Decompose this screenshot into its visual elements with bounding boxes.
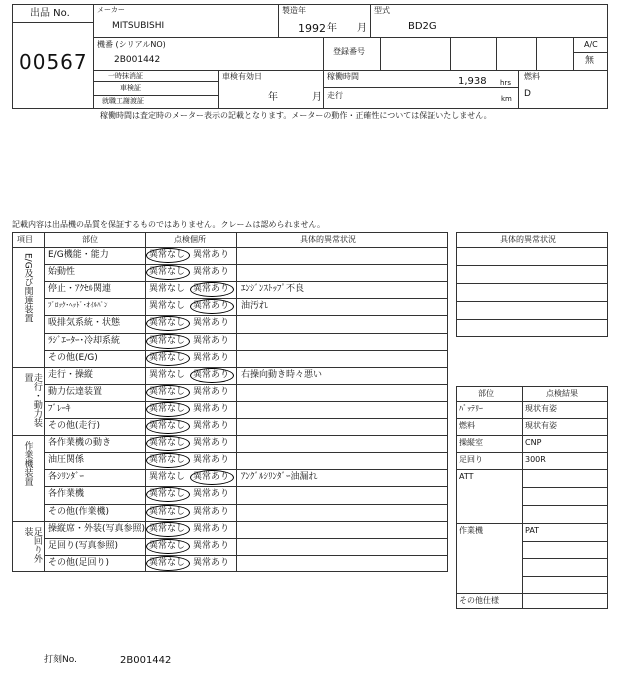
results-part: その他仕様 <box>459 596 499 605</box>
selected-oval-mark <box>146 385 190 400</box>
model-label: 型式 <box>374 6 390 15</box>
inspection-month-unit: 月 <box>312 92 322 103</box>
results-part: 作業機 <box>459 526 483 535</box>
table-rule <box>522 487 608 488</box>
results-value: PAT <box>525 526 540 535</box>
selected-oval-mark <box>146 522 190 537</box>
results-row <box>456 469 608 523</box>
row-part: E/G機能・能力 <box>48 250 109 260</box>
option-abnormal: 異常あり <box>193 403 230 414</box>
option-abnormal: 異常あり <box>193 438 230 449</box>
fuel-label: 燃料 <box>524 72 540 81</box>
ac-value: 無 <box>585 56 595 66</box>
month-unit: 月 <box>357 23 367 34</box>
row-part: ﾌﾞﾛｯｸ･ﾍｯﾄﾞ･ｵｲﾙﾊﾟﾝ <box>48 301 108 310</box>
selected-oval-mark <box>146 351 190 366</box>
row-part: 足回り(写真参照) <box>48 540 119 551</box>
table-row <box>44 401 448 418</box>
option-normal: 異常なし <box>149 557 186 568</box>
table-row <box>44 486 448 503</box>
table-rule <box>522 576 608 577</box>
option-normal: 異常なし <box>149 267 186 278</box>
option-normal: 異常なし <box>149 540 186 551</box>
option-abnormal: 異常あり <box>193 335 230 346</box>
row-part: その他(走行) <box>48 421 101 431</box>
option-abnormal: 異常あり <box>193 352 230 363</box>
option-abnormal: 異常あり <box>193 250 230 260</box>
permit-inspection: 車検証 <box>120 84 141 92</box>
row-part: 停止・ｱｸｾﾙ関連 <box>48 284 112 295</box>
row-part: 動力伝達装置 <box>48 386 103 397</box>
results-part: ATT <box>459 472 474 481</box>
option-abnormal: 異常あり <box>193 557 230 568</box>
row-part: 吸排気系統・状態 <box>48 318 121 329</box>
option-normal: 異常なし <box>149 318 186 329</box>
row-part: その他(E/G) <box>48 352 98 363</box>
fuel-value: D <box>524 89 531 99</box>
option-abnormal: 異常あり <box>193 284 230 295</box>
hours-disclaimer: 稼働時間は査定時のメーター表示の記載となります。メーターの動作・正確性については保証いたしません。 <box>100 111 492 120</box>
row-part: 油圧関係 <box>48 455 85 466</box>
hours-unit: hrs <box>500 79 511 87</box>
results-part: 足回り <box>459 455 483 464</box>
option-normal: 異常なし <box>149 284 186 295</box>
model-value: BD2G <box>408 21 437 32</box>
ac-label: A/C <box>584 40 598 49</box>
option-normal: 異常なし <box>149 438 186 449</box>
permit-transfer: 就職工謝渡証 <box>102 97 144 105</box>
table-rule <box>456 301 608 302</box>
selected-oval-mark <box>146 419 190 434</box>
option-abnormal: 異常あり <box>193 318 230 329</box>
header-part: 部位 <box>82 235 98 244</box>
selected-oval-mark <box>146 556 190 571</box>
table-row <box>44 264 448 281</box>
option-normal: 異常なし <box>149 301 186 312</box>
option-abnormal: 異常あり <box>193 489 230 500</box>
header-check: 点検個所 <box>174 235 206 244</box>
hours-label: 稼働時間 <box>327 72 359 81</box>
option-normal: 異常なし <box>149 472 186 483</box>
row-part: その他(足回り) <box>48 557 110 568</box>
row-part: ﾌﾞﾚｰｷ <box>48 403 71 414</box>
option-normal: 異常なし <box>149 250 186 260</box>
table-row <box>44 384 448 401</box>
lot-number: 00567 <box>19 50 88 74</box>
table-row <box>44 350 448 367</box>
option-abnormal: 異常あり <box>193 267 230 278</box>
year-label: 製造年 <box>282 6 306 15</box>
selected-oval-mark <box>146 505 190 520</box>
table-rule <box>522 558 608 559</box>
row-part: その他(作業機) <box>48 506 110 517</box>
results-part: 操縦室 <box>459 438 483 447</box>
group-label: E/G及び関連装置 <box>22 253 33 323</box>
table-rule <box>456 283 608 284</box>
option-normal: 異常なし <box>149 421 186 431</box>
results-value: 300R <box>525 455 546 464</box>
row-part: 各ｼﾘﾝﾀﾞｰ <box>48 472 85 483</box>
results-header-result: 点検結果 <box>546 389 578 398</box>
option-abnormal: 異常あり <box>193 472 230 483</box>
option-abnormal: 異常あり <box>193 301 230 312</box>
registration-label: 登録番号 <box>333 47 365 56</box>
year-unit: 年 <box>327 23 337 34</box>
option-normal: 異常なし <box>149 489 186 500</box>
selected-oval-mark <box>146 402 190 417</box>
option-abnormal: 異常あり <box>193 421 230 431</box>
distance-unit: km <box>501 95 512 103</box>
row-detail: 右操向動き時々悪い <box>241 369 323 380</box>
row-detail: ｱﾝｸﾞﾙｼﾘﾝﾀﾞｰ油漏れ <box>241 472 318 483</box>
option-normal: 異常なし <box>149 455 186 466</box>
option-normal: 異常なし <box>149 523 186 534</box>
option-normal: 異常なし <box>149 369 186 380</box>
row-part: 始動性 <box>48 267 76 278</box>
row-part: 走行・操縦 <box>48 369 94 380</box>
selected-oval-mark <box>146 248 190 263</box>
option-normal: 異常なし <box>149 335 186 346</box>
table-rule <box>522 505 608 506</box>
distance-label: 走行 <box>327 91 343 100</box>
results-value: 現状有姿 <box>525 404 557 413</box>
maker-value: MITSUBISHI <box>112 21 165 31</box>
option-normal: 異常なし <box>149 403 186 414</box>
hours-value: 1,938 <box>458 76 487 87</box>
maker-label: メーカー <box>97 6 125 14</box>
results-value: CNP <box>525 438 542 447</box>
serial-value: 2B001442 <box>114 55 161 65</box>
row-part: ﾗｼﾞｴｰﾀｰ･冷却系統 <box>48 335 121 346</box>
stamp-value: 2B001442 <box>120 655 172 666</box>
results-header-part: 部位 <box>478 389 494 398</box>
option-normal: 異常なし <box>149 352 186 363</box>
table-rule <box>522 541 608 542</box>
permit-temporary: 一時抹消証 <box>108 72 143 80</box>
inspection-label: 車検有効日 <box>222 72 262 81</box>
option-normal: 異常なし <box>149 506 186 517</box>
table-rule <box>456 265 608 266</box>
row-part: 操縦席・外装(写真参照) <box>48 523 146 534</box>
side-header: 具体的異常状況 <box>500 235 556 244</box>
quality-disclaimer: 記載内容は出品機の品質を保証するものではありません。クレームは認められません。 <box>12 220 325 229</box>
selected-oval-mark <box>146 539 190 554</box>
stamp-label: 打刻No. <box>44 655 77 665</box>
group-label: 足回り外装 <box>22 526 42 563</box>
table-row <box>44 418 448 435</box>
row-detail: 油汚れ <box>241 301 269 312</box>
option-abnormal: 異常あり <box>193 506 230 517</box>
year-value: 1992 <box>298 22 326 35</box>
header-detail: 具体的異常状況 <box>300 235 356 244</box>
group-label: 走行・動力装置 <box>22 372 42 427</box>
option-abnormal: 異常あり <box>193 455 230 466</box>
row-part: 各作業機 <box>48 489 85 500</box>
option-abnormal: 異常あり <box>193 386 230 397</box>
option-abnormal: 異常あり <box>193 369 230 380</box>
row-detail: ｴﾝｼﾞﾝｽﾄｯﾌﾟ不良 <box>241 284 305 295</box>
table-rule <box>456 247 608 248</box>
table-rule <box>456 319 608 320</box>
results-value: 現状有姿 <box>525 421 557 430</box>
option-normal: 異常なし <box>149 386 186 397</box>
header-item: 項目 <box>17 235 33 244</box>
selected-oval-mark <box>146 334 190 349</box>
option-abnormal: 異常あり <box>193 523 230 534</box>
selected-oval-mark <box>190 368 234 383</box>
results-part: ﾊﾞｯﾃﾘｰ <box>459 404 483 413</box>
inspection-year-unit: 年 <box>268 92 278 103</box>
option-abnormal: 異常あり <box>193 540 230 551</box>
results-part: 燃料 <box>459 421 475 430</box>
table-row <box>44 452 448 469</box>
row-part: 各作業機の動き <box>48 438 112 449</box>
lot-label: 出品 No. <box>30 8 70 19</box>
group-label: 作業機装置 <box>22 441 33 487</box>
serial-label: 機番 (シリアルNO) <box>97 40 166 49</box>
